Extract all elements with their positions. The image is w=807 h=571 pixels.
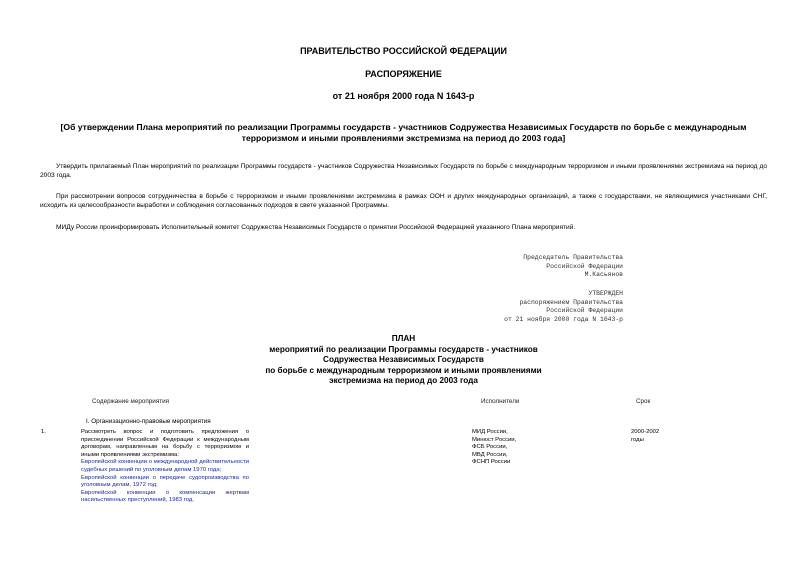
paragraph-3: МИДу России проинформировать Исполнительный комитет Содружества Независимых Государств о принятии Российской Федерацией указанного Плана мероприятий.	[56, 224, 576, 231]
approval-line-4: от 21 ноября 2000 года N 1643-р	[504, 315, 623, 323]
executor: ФСНП России	[472, 459, 511, 466]
column-header-executors: Исполнители	[481, 398, 520, 405]
signature-block	[523, 254, 623, 280]
document-type: РАСПОРЯЖЕНИЕ	[365, 69, 442, 79]
executor: МИД России,	[472, 429, 508, 435]
executor: Минюст России,	[472, 436, 517, 443]
column-header-term: Срок	[636, 398, 651, 405]
convention-link[interactable]: Европейской конвенции о передаче судопроизводства по уголовным делам, 1972 год;	[81, 474, 249, 489]
section-heading: I. Организационно-правовые мероприятия	[86, 418, 211, 425]
paragraph-2: При рассмотрении вопросов сотрудничества в борьбе с терроризмом и иными проявлениями экстремизма в рамках ООН и других международных организаций, а также с государствами, не являющимися участниками СНГ, исходить из целесообразности выработки и соблюдения согласованных подходов в свете указанной Программы.	[40, 193, 767, 209]
approval-block	[504, 290, 623, 324]
column-header-content: Содержание мероприятия	[92, 398, 170, 405]
approval-line-2: распоряжением Правительства	[519, 298, 623, 306]
row-description: Рассмотреть вопрос и подготовить предложения о присоединении Российской Федерации к международным договорам, направленным на борьбу с терроризмом и иными проявлениями экстремизма:	[81, 429, 249, 458]
government-heading: ПРАВИТЕЛЬСТВО РОССИЙСКОЙ ФЕДЕРАЦИИ	[300, 46, 507, 56]
plan-heading: ПЛАН	[391, 334, 416, 343]
executor: МВД России,	[472, 451, 508, 458]
approval-line-1: УТВЕРЖДЕН	[588, 290, 623, 297]
signature-line-1: Председатель Правительства	[523, 254, 623, 261]
signature-line-2: Российской Федерации	[546, 262, 623, 270]
term-years: 2000-2002	[631, 429, 660, 435]
row-executors	[472, 429, 516, 467]
term-unit: годы	[631, 436, 644, 443]
row-content	[81, 429, 249, 505]
executor: ФСБ России,	[472, 444, 508, 451]
document-title: [Об утверждении Плана мероприятий по реализации Программы государств - участников Содружества Независимых Государств по борьбе с международным терроризмом и иными проявлениями экстремизма на период до 2003 года]	[60, 122, 747, 143]
plan-line-1: мероприятий по реализации Программы государств - участников	[269, 344, 538, 354]
plan-line-3: по борьбе с международным терроризмом и иными проявлениями	[265, 365, 542, 375]
document-date-number: от 21 ноября 2000 года N 1643-р	[332, 91, 475, 101]
paragraph-1: Утвердить прилагаемый План мероприятий по реализации Программы государств - участников Содружества Независимых Государств по борьбе с международным терроризмом и иными проявлениями экстремизма на период до 2003 года.	[40, 163, 767, 179]
plan-heading-block	[0, 334, 807, 387]
convention-link[interactable]: Европейской конвенции о компенсации жертвам насильственных преступлений, 1983 год.	[81, 489, 249, 504]
row-term	[631, 429, 659, 444]
approval-line-3: Российской Федерации	[546, 307, 623, 314]
row-number: 1.	[41, 429, 46, 435]
convention-link[interactable]: Европейской конвенции о международной действительности судебных решений по уголовным делам 1970 года;	[81, 459, 249, 473]
plan-line-4: экстремизма на период до 2003 года	[329, 376, 478, 385]
plan-line-2: Содружества Независимых Государств	[323, 355, 484, 364]
signature-name: М.Касьянов	[584, 271, 623, 278]
